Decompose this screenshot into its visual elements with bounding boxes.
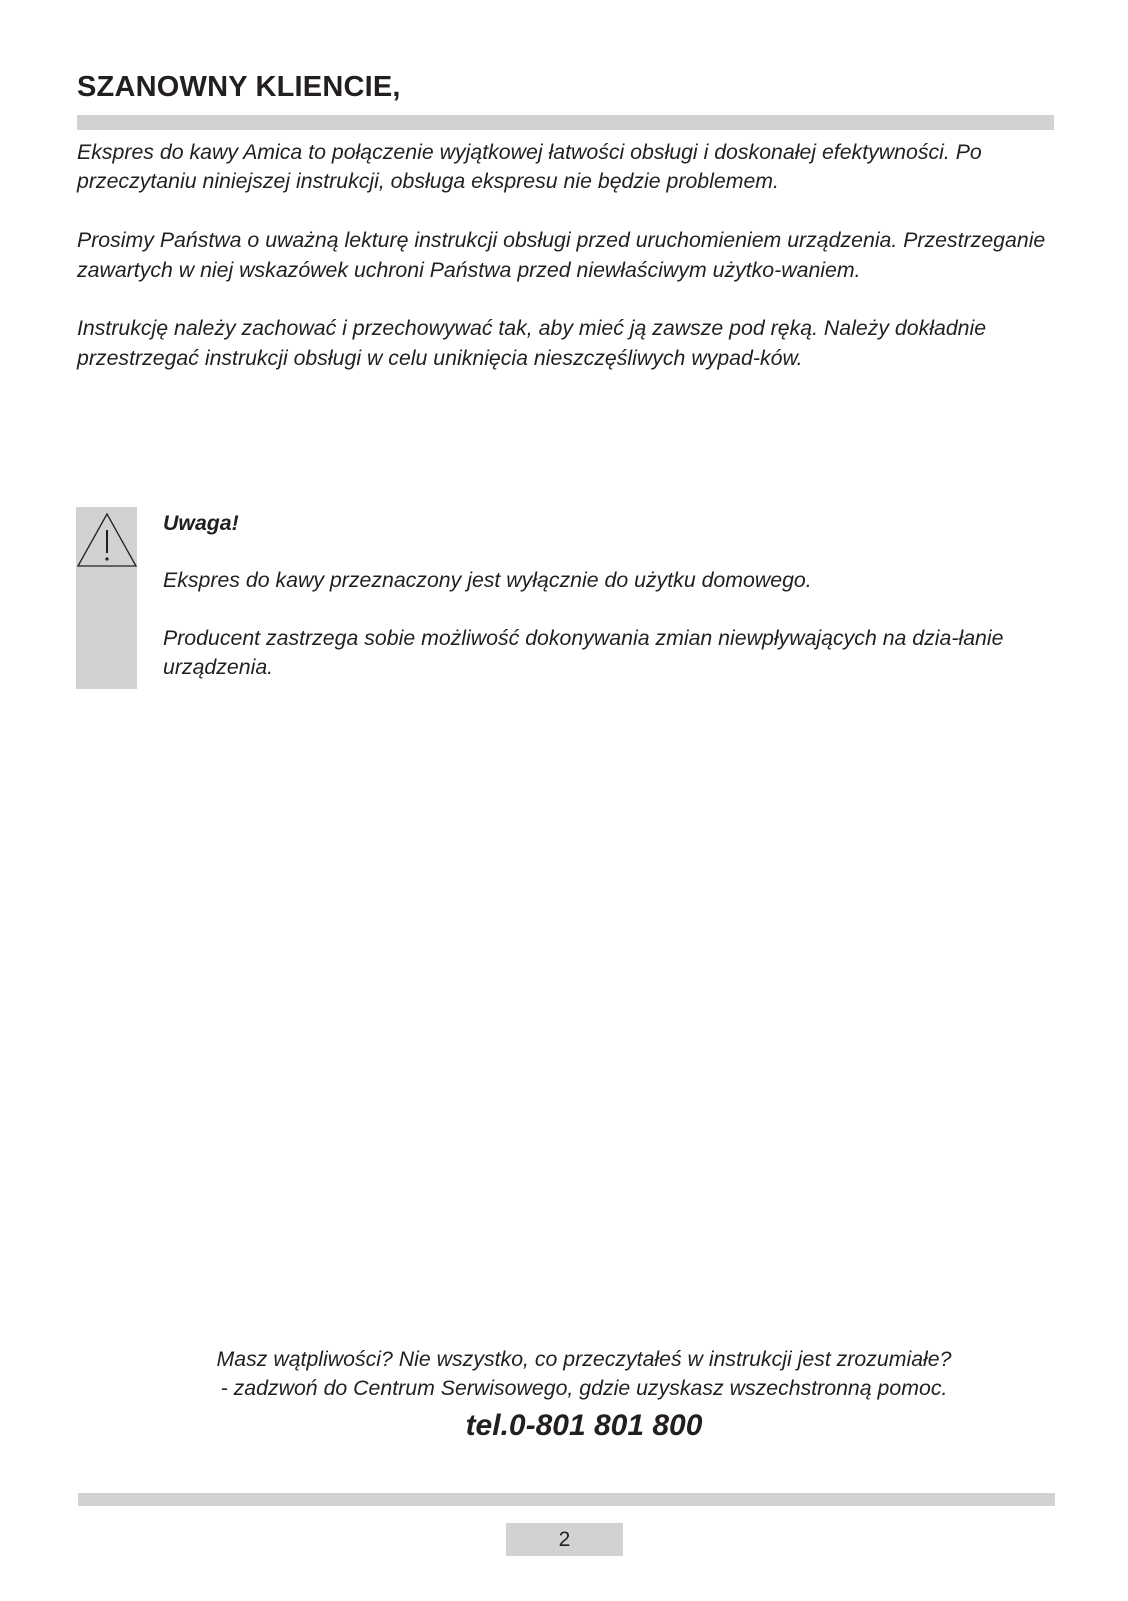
intro-paragraph: Instrukcję należy zachować i przechowywać tak, aby mieć ją zawsze pod ręką. Należy dokładnie przestrzegać instrukcji obsługi w celu uniknięcia nieszczęśliwych wypad-ków.: [77, 316, 987, 370]
help-instruction: - zadzwoń do Centrum Serwisowego, gdzie uzyskasz wszechstronną pomoc.: [220, 1376, 948, 1401]
warning-section: [163, 509, 1056, 711]
warning-paragraph: Ekspres do kawy przeznaczony jest wyłącznie do użytku domowego.: [163, 568, 812, 593]
warning-heading: Uwaga!: [163, 511, 239, 535]
page-number: 2: [506, 1523, 623, 1556]
page-title: SZANOWNY KLIENCIE,: [77, 71, 401, 103]
intro-section: [77, 138, 1062, 403]
phone-number: tel.0-801 801 800: [465, 1408, 703, 1442]
warning-triangle-icon: [76, 512, 138, 568]
intro-paragraph: Ekspres do kawy Amica to połączenie wyjątkowej łatwości obsługi i doskonałej efektywności. Po przeczytaniu niniejszej instrukcji, obsługa ekspresu nie będzie problemem.: [77, 140, 982, 194]
help-section: [0, 1345, 1128, 1446]
warning-paragraph: Producent zastrzega sobie możliwość dokonywania zmian niewpływających na dzia-łanie urządzenia.: [163, 625, 1004, 680]
intro-paragraph: Prosimy Państwa o uważną lekturę instrukcji obsługi przed uruchomieniem urządzenia. Przestrzeganie zawartych w niej wskazówek uchroni Państwa przed niewłaściwym użytko-waniem.: [77, 228, 1046, 282]
help-question: Masz wątpliwości? Nie wszystko, co przeczytałeś w instrukcji jest zrozumiałe?: [216, 1347, 952, 1371]
footer-divider: [78, 1493, 1055, 1506]
header-divider: [77, 115, 1054, 130]
